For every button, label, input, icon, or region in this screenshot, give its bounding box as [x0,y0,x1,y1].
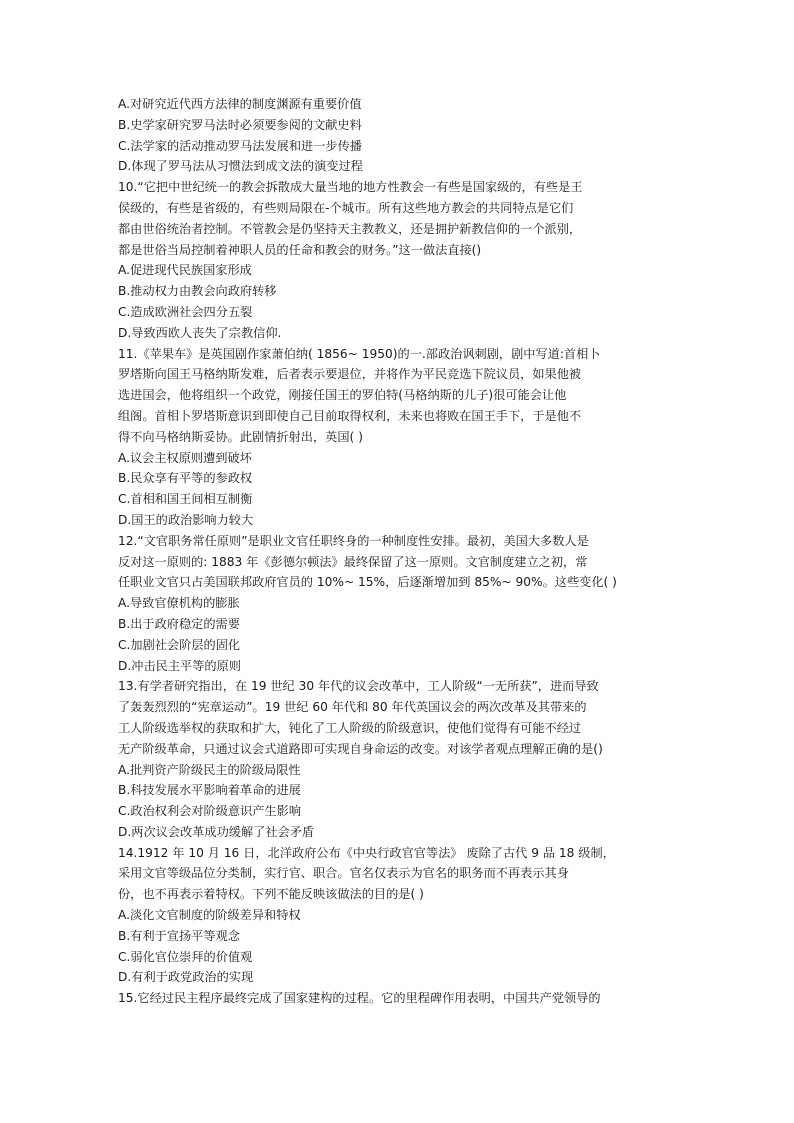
question-15 [118,988,678,1009]
option-d: D.国王的政治影响力较大 [118,512,254,527]
option-a: A.导致官僚机构的膨胀 [118,596,240,611]
option-b: B.民众享有平等的参政权 [118,471,253,486]
option-d: D.体现了罗马法从习惯法到成文法的演变过程 [118,159,363,174]
question-11 [118,344,678,531]
question-stem-line: 都是世俗当局控制着神职人员的任命和教会的财务。”这一做法直接() [118,242,482,257]
question-13 [118,676,678,842]
question-stem-line: 13.有学者研究指出，在 19 世纪 30 年代的议会改革中，工人阶级“一无所获”，进而导致 [118,679,599,694]
option-a: A.促进现代民族国家形成 [118,263,252,278]
question-stem-line: 采用文官等级品位分类制，实行官、职合。官名仅表示为官名的职务而不再表示其身 [118,866,569,881]
option-b: B.出于政府稳定的需要 [118,616,240,631]
option-c: C.首相和国王间相互制衡 [118,492,253,507]
question-stem-line: 组阁。首相卜罗塔斯意识到即使自己目前取得权利，未来也将败在国王手下，于是他不 [118,408,582,423]
option-c: C.加剧社会阶层的固化 [118,637,241,652]
option-b: B.史学家研究罗马法时必须要参阅的文献史料 [118,117,362,132]
question-stem-line: 了轰轰烈烈的“宪章运动”。19 世纪 60 年代和 80 年代英国议会的两次改革及其带来的 [118,700,587,715]
question-stem-line: 份，也不再表示着特权。下列不能反映该做法的目的是( ) [118,887,424,902]
question-stem-line: 反对这一原则的: 1883 年《彭德尔顿法》最终保留了这一原则。文官制度建立之初，常 [118,554,588,569]
question-10 [118,177,678,343]
option-a: A.批判资产阶级民主的阶级局限性 [118,762,301,777]
question-stem-line: 侯级的，有些是省级的，有些则局限在-个城市。所有这些地方教会的共同特点是它们 [118,200,574,215]
question-12 [118,531,678,677]
option-b: B.推动权力由教会向政府转移 [118,284,277,299]
option-c: C.造成欧洲社会四分五裂 [118,304,253,319]
option-b: B.科技发展水平影响着革命的进展 [118,783,301,798]
option-c: C.弱化官位崇拜的价值观 [118,949,253,964]
option-b: B.有利于宣扬平等观念 [118,928,240,943]
option-d: D.有利于政党政治的实现 [118,970,254,985]
question-stem-line: 11.《苹果车》是英国剧作家萧伯纳( 1856~ 1950)的一.部政治讽刺剧，剧中写道:首相卜 [118,346,601,361]
option-c: C.政治权利会对阶级意识产生影响 [118,804,302,819]
option-c: C.法学家的活动推动罗马法发展和进一步传播 [118,138,362,153]
question-stem-line: 10.“它把中世纪统一的教会拆散成大量当地的地方性教会一有些是国家级的，有些是王 [118,180,583,195]
option-a: A.淡化文官制度的阶级差异和特权 [118,908,301,923]
option-d: D.两次议会改革成功缓解了社会矛盾 [118,824,315,839]
question-stem-line: 任职业文官只占美国联邦政府官员的 10%~ 15%，后逐渐增加到 85%~ 90%。这些变化( ) [118,575,617,590]
option-d: D.导致西欧人丧失了宗教信仰. [118,325,282,340]
question-stem-line: 14.1912 年 10 月 16 日，北洋政府公布《中央行政官官等法》 废除了古代 9 品 18 级制， [118,845,615,860]
option-a: A.议会主权原则遭到破坏 [118,450,252,465]
question-stem-line: 15.它经过民主程序最终完成了国家建构的过程。它的里程碑作用表明，中国共产党领导的 [118,991,601,1006]
option-d: D.冲击民主平等的原则 [118,658,241,673]
question-stem-line: 得不向马格纳斯妥协。此剧情折射出，英国( ) [118,429,363,444]
question-stem-line: 工人阶级选举权的获取和扩大，钝化了工人阶级的阶级意识，使他们觉得有可能不经过 [118,720,582,735]
q9-options [118,94,678,177]
option-a: A.对研究近代西方法律的制度渊源有重要价值 [118,97,362,111]
document-page [118,94,678,1009]
question-stem-line: 罗塔斯向国王马格纳斯发难，后者表示要退位，并将作为平民竞选下院议员，如果他被 [118,367,582,382]
question-stem-line: 无产阶级革命，只通过议会式道路即可实现自身命运的改变。对该学者观点理解正确的是() [118,741,603,756]
question-stem-line: 都由世俗统治者控制。不管教会是仍坚持天主教教义，还是拥护新教信仰的一个派别， [118,221,582,236]
question-stem-line: 12.“文官职务常任原则”是职业文官任职终身的一种制度性安排。最初，美国大多数人是 [118,533,589,548]
question-stem-line: 选进国会，他将组织一个政党，刚接任国王的罗伯特(马格纳斯的儿子)很可能会让他 [118,388,567,403]
question-14 [118,843,678,989]
